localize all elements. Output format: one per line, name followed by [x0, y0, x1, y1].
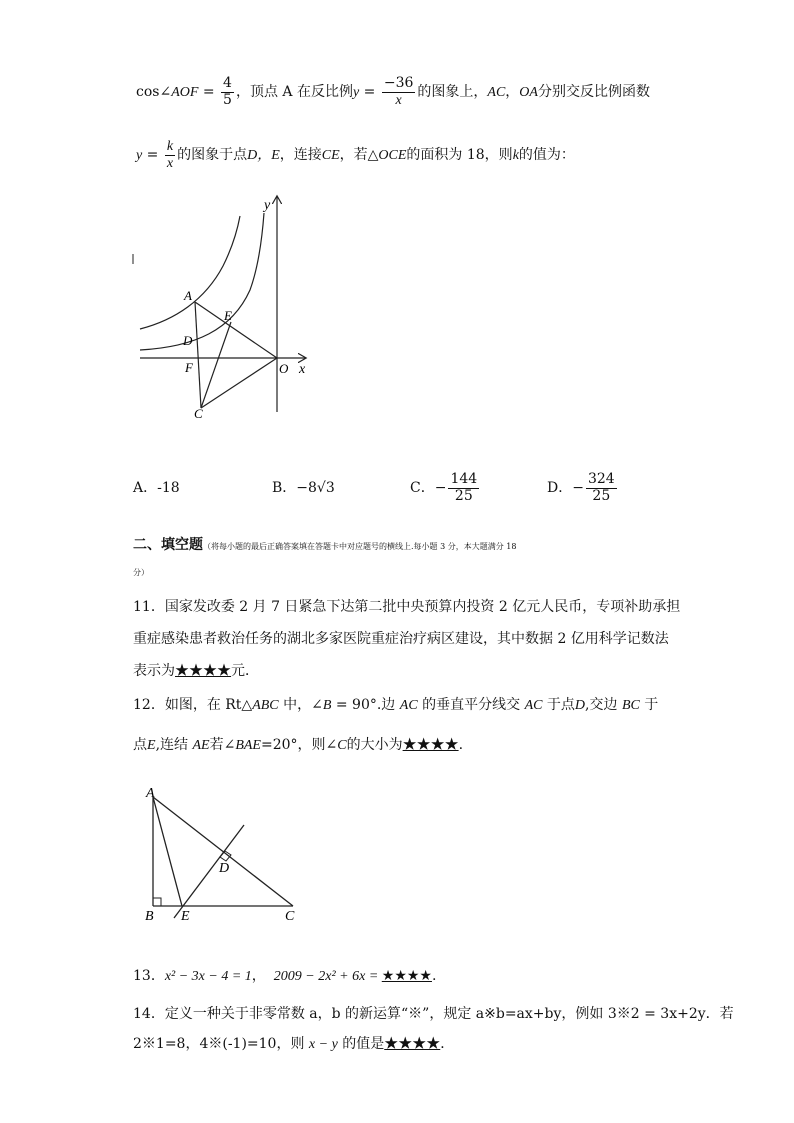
label-y: y: [264, 198, 271, 213]
text: E: [147, 738, 156, 753]
q14-line1: 14．定义一种关于非零常数 a，b 的新运算“※”，规定 a※b=ax+by，例如 3※2 = 3x+2y．若: [133, 1006, 734, 1022]
text: =: [142, 147, 163, 163]
text: 的大小为: [346, 737, 403, 753]
text: =: [359, 84, 380, 100]
q11-line3: [133, 660, 259, 682]
text: 12．如图，在 Rt△: [133, 697, 253, 713]
text: =20°，则∠: [260, 737, 338, 753]
q14-line2: [133, 1033, 454, 1056]
text: 13．: [133, 968, 165, 984]
fraction-neg36-x: [382, 76, 416, 108]
numerator: 144: [450, 471, 478, 488]
option-value: -18: [157, 480, 180, 496]
text: 若∠: [209, 737, 236, 753]
text: ．: [440, 1036, 455, 1052]
text: AE: [192, 738, 210, 753]
text: ,交边: [585, 697, 622, 713]
right-angle-mark-B: [153, 898, 161, 906]
text: OA: [519, 85, 538, 100]
text: ，若△: [339, 147, 379, 163]
q10-option-d[interactable]: [547, 466, 619, 510]
label-E: E: [224, 308, 232, 323]
text: = 90°.边: [331, 697, 400, 713]
answer-blank[interactable]: ★★★★: [381, 968, 432, 984]
text: 的图象上，: [417, 84, 488, 100]
q10-figure: [125, 190, 325, 430]
answer-blank[interactable]: ★★★★: [402, 737, 459, 753]
numerator: 324: [587, 471, 615, 488]
text: 分别交反比例函数: [537, 84, 650, 100]
text: 的图象于点: [177, 147, 248, 163]
text: BC: [621, 698, 640, 713]
fraction-k-x: [165, 139, 175, 171]
label-A: A: [184, 288, 192, 303]
label-B: B: [145, 909, 154, 924]
text: =: [198, 84, 220, 100]
text: BAE: [235, 738, 261, 753]
text: AC: [487, 85, 506, 100]
equation: x² − 3x − 4 = 1: [164, 969, 252, 984]
option-label: A．: [133, 480, 158, 496]
option-label: B．: [272, 480, 297, 496]
q12-line2: [133, 734, 463, 757]
label-O: O: [279, 361, 289, 376]
segment-CO: [201, 358, 277, 408]
label-C: C: [285, 909, 295, 924]
option-c-fraction: [448, 472, 479, 504]
equation: 2009 − 2x² + 6x =: [273, 969, 382, 984]
denominator: x: [395, 92, 402, 108]
q10-option-b[interactable]: [272, 473, 335, 503]
text: 中，∠: [278, 697, 323, 713]
denominator: x: [166, 155, 174, 171]
section-title: 二、填空题: [133, 537, 203, 553]
text: CE: [321, 148, 340, 163]
text: ,连结: [155, 737, 193, 753]
text: 2※1=8，4※(-1)=10，则: [133, 1036, 309, 1052]
text: 的值是: [337, 1036, 385, 1052]
section-2-header: [133, 535, 516, 557]
text: B: [322, 698, 332, 713]
text: 于点: [542, 697, 575, 713]
label-F: F: [185, 360, 193, 375]
option-sign: −: [572, 480, 584, 496]
text: ABC: [252, 698, 279, 713]
text: 的值为：: [518, 147, 575, 163]
text: k: [512, 148, 519, 163]
numerator: k: [166, 139, 174, 155]
perpendicular-bisector: [174, 825, 244, 918]
text: y: [352, 85, 360, 100]
segment-AO: [195, 302, 277, 358]
text: ，: [251, 968, 266, 984]
q10-option-c[interactable]: [410, 466, 481, 510]
text: ，: [505, 84, 520, 100]
text: 的面积为 18，则: [406, 147, 513, 163]
option-label: C．: [410, 480, 435, 496]
section-2-note-end: 分）: [133, 568, 149, 577]
q12-line1: [133, 694, 658, 717]
option-label: D．: [547, 480, 573, 496]
section-note: （将每小题的最后正确答案填在答题卡中对应题号的横线上.每小题 3 分，本大题满分 18: [203, 542, 517, 551]
text: AOF: [171, 85, 199, 100]
text: ，连接: [279, 147, 322, 163]
text: D: [574, 698, 586, 713]
text: y: [136, 148, 143, 163]
q11-line2: 重症感染患者救治任务的湖北多家医院重症治疗病区建设，其中数据 2 亿用科学记数法: [133, 631, 669, 647]
denominator: 5: [223, 91, 232, 108]
label-E: E: [181, 909, 190, 924]
q13-line: [133, 965, 436, 988]
segment-AC: [195, 302, 201, 408]
text: 表示为: [133, 663, 175, 679]
label-x: x: [299, 362, 306, 377]
segment-AE: [153, 797, 182, 906]
numerator: −36: [383, 75, 414, 92]
text: 元．: [231, 663, 259, 679]
q12-figure: [140, 780, 310, 925]
segment-AC: [153, 797, 293, 906]
text: cos∠: [136, 84, 172, 100]
q10-option-a[interactable]: [133, 473, 180, 503]
option-value: −8√3: [296, 480, 335, 496]
option-d-fraction: [586, 472, 617, 504]
text: .: [431, 968, 437, 984]
text: D，E: [247, 148, 280, 163]
text: .: [458, 737, 464, 753]
q10-cont-line2: [136, 135, 575, 175]
text: OCE: [378, 148, 407, 163]
label-C: C: [194, 406, 203, 421]
text: x − y: [308, 1037, 338, 1052]
text: AC: [399, 698, 418, 713]
option-sign: −: [434, 480, 447, 496]
answer-blank[interactable]: ★★★★: [175, 663, 231, 679]
answer-blank[interactable]: ★★★★: [384, 1036, 441, 1052]
text: AC: [524, 698, 543, 713]
text: C: [337, 738, 347, 753]
q10-cont-line1: [136, 72, 650, 112]
text: ，顶点 A 在反比例: [235, 84, 353, 100]
denominator: 25: [454, 487, 473, 504]
text: 于: [639, 697, 659, 713]
denominator: 25: [592, 487, 611, 504]
label-D: D: [219, 861, 230, 876]
numerator: 4: [223, 75, 232, 92]
text: 点: [133, 737, 147, 753]
curve-y-k-over-x: [140, 213, 264, 350]
text: 的垂直平分线交: [417, 697, 525, 713]
label-D: D: [183, 333, 193, 348]
label-A: A: [146, 786, 155, 801]
fraction-4-5: [221, 76, 234, 108]
q11-line1: 11．国家发改委 2 月 7 日紧急下达第二批中央预算内投资 2 亿元人民币，专项补助承担: [133, 599, 681, 615]
